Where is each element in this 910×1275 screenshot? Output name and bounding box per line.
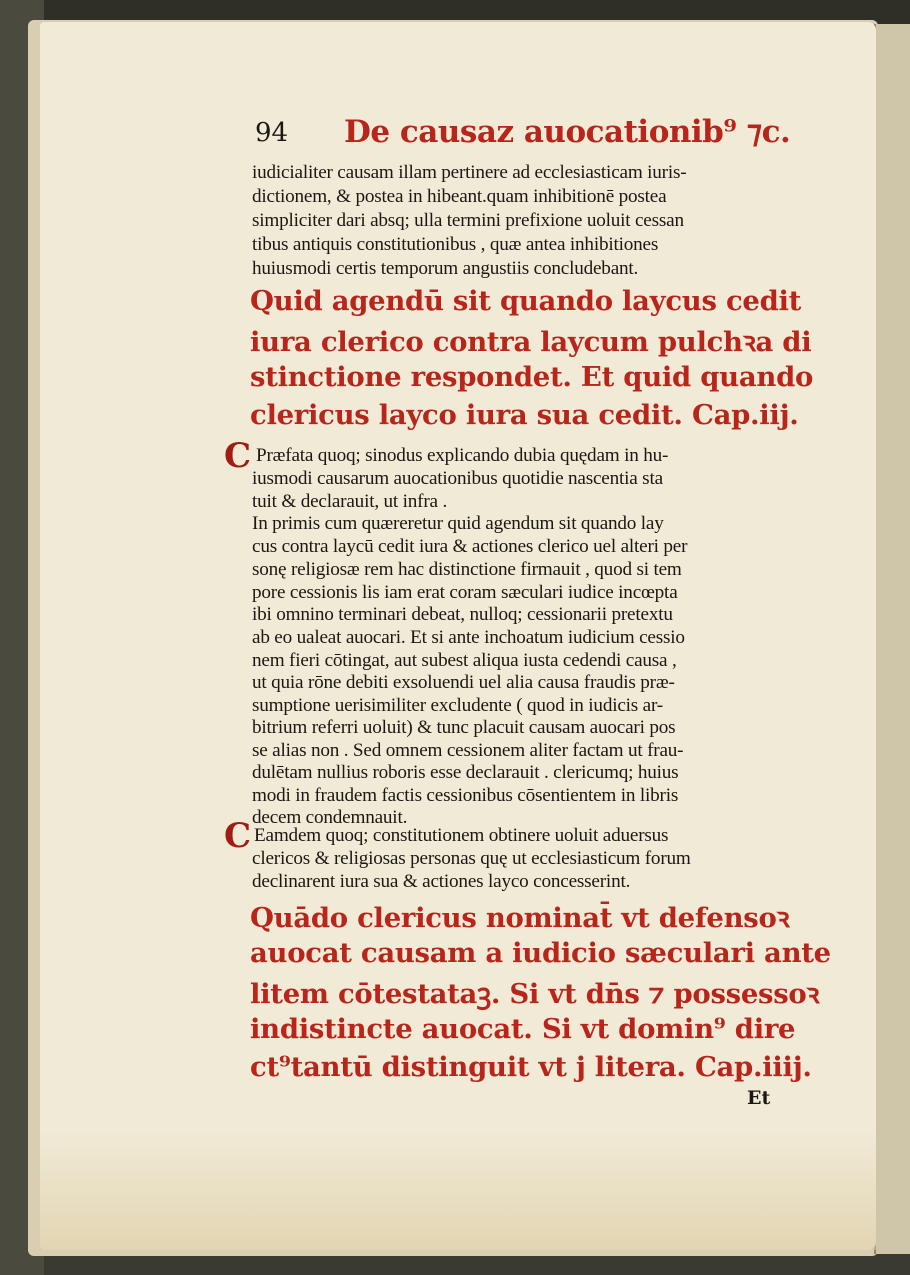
text-line: Præfata quoq; sinodus explicando dubia quędam in hu- bbox=[256, 445, 669, 466]
text-line: bitrium referri uoluit) & tunc placuit causam auocari pos bbox=[252, 717, 676, 738]
text-line: tuit & declarauit, ut infra . bbox=[252, 491, 448, 512]
facing-page-edge bbox=[874, 24, 910, 1254]
text-line: iusmodi causarum auocationibus quotidie nascentia sta bbox=[252, 468, 663, 489]
paragraph-mark: C bbox=[224, 436, 252, 476]
text-line: ut quia rōne debiti exsoluendi uel alia causa fraudis præ- bbox=[252, 672, 675, 693]
text-line: iudicialiter causam illam pertinere ad ecclesiasticam iuris- bbox=[252, 162, 687, 183]
catchword: Et bbox=[747, 1087, 771, 1109]
text-line: Eamdem quoq; constitutionem obtinere uoluit aduersus bbox=[254, 825, 669, 846]
rubric-heading-line: auocat causam a iudicio sæculari ante bbox=[250, 937, 831, 969]
text-line: simpliciter dari absq; ulla termini prefixione uoluit cessan bbox=[252, 210, 684, 231]
text-line: huiusmodi certis temporum angustiis concludebant. bbox=[252, 258, 639, 279]
text-line: dulētam nullius roboris esse declarauit . clericumq; huius bbox=[252, 762, 679, 783]
text-line: ibi omnino terminari debeat, nulloq; cessionarii pretextu bbox=[252, 604, 673, 625]
running-title: De causa​z auocationib⁹ ⁊c. bbox=[344, 114, 791, 150]
text-line: declinarent iura sua & actiones layco concesserint. bbox=[252, 871, 631, 892]
rubric-heading-line: Quid agendū sit quando laycus cedit bbox=[250, 285, 802, 317]
water-stain bbox=[40, 1130, 876, 1250]
paragraph-mark: C bbox=[224, 816, 252, 856]
text-line: modi in fraudem factis cessionibus cōsentientem in libris bbox=[252, 785, 679, 806]
text-line: decem condemnauit. bbox=[252, 807, 408, 828]
text-line: se alias non . Sed omnem cessionem aliter factam ut frau- bbox=[252, 740, 684, 761]
rubric-heading-line: ct⁹tantū distinguit vt j litera. Cap.iiij. bbox=[250, 1051, 812, 1083]
text-line: cus contra laycū cedit iura & actiones clerico uel alteri per bbox=[252, 536, 688, 557]
text-line: sumptione uerisimiliter excludente ( quod in iudicis ar- bbox=[252, 695, 663, 716]
text-line: ab eo ualeat auocari. Et si ante inchoatum iudicium cessio bbox=[252, 627, 685, 648]
text-line: nem fieri cōtingat, aut subest aliqua iusta cedendi causa , bbox=[252, 650, 677, 671]
rubric-heading-line: stinctione respondet. Et quid quando bbox=[250, 361, 814, 393]
rubric-heading-line: iura clerico contra laycum pulchꝛa di bbox=[250, 326, 812, 358]
page-number: 94 bbox=[255, 118, 289, 148]
rubric-heading-line: clericus layco iura sua cedit. Cap.iij. bbox=[250, 399, 799, 431]
rubric-heading-line: indistincte auocat. Si vt domin⁹ dire bbox=[250, 1013, 796, 1045]
rubric-heading-line: Quādo clericus nominat̄ vt defensoꝛ bbox=[250, 902, 790, 934]
text-line: In primis cum quæreretur quid agendum sit quando lay bbox=[252, 513, 664, 534]
text-line: sonę religiosæ rem hac distinctione firmauit , quod si tem bbox=[252, 559, 682, 580]
rubric-heading-line: litem cōtestataꝫ. Si vt dn̄s ⁊ possessoꝛ bbox=[250, 978, 820, 1010]
text-line: clericos & religiosas personas quę ut ecclesiasticum forum bbox=[252, 848, 691, 869]
text-line: tibus antiquis constitutionibus , quæ antea inhibitiones bbox=[252, 234, 659, 255]
text-line: pore cessionis lis iam erat coram sæculari iudice incœpta bbox=[252, 582, 678, 603]
text-line: dictionem, & postea in hibeant.quam inhibitionē postea bbox=[252, 186, 667, 207]
